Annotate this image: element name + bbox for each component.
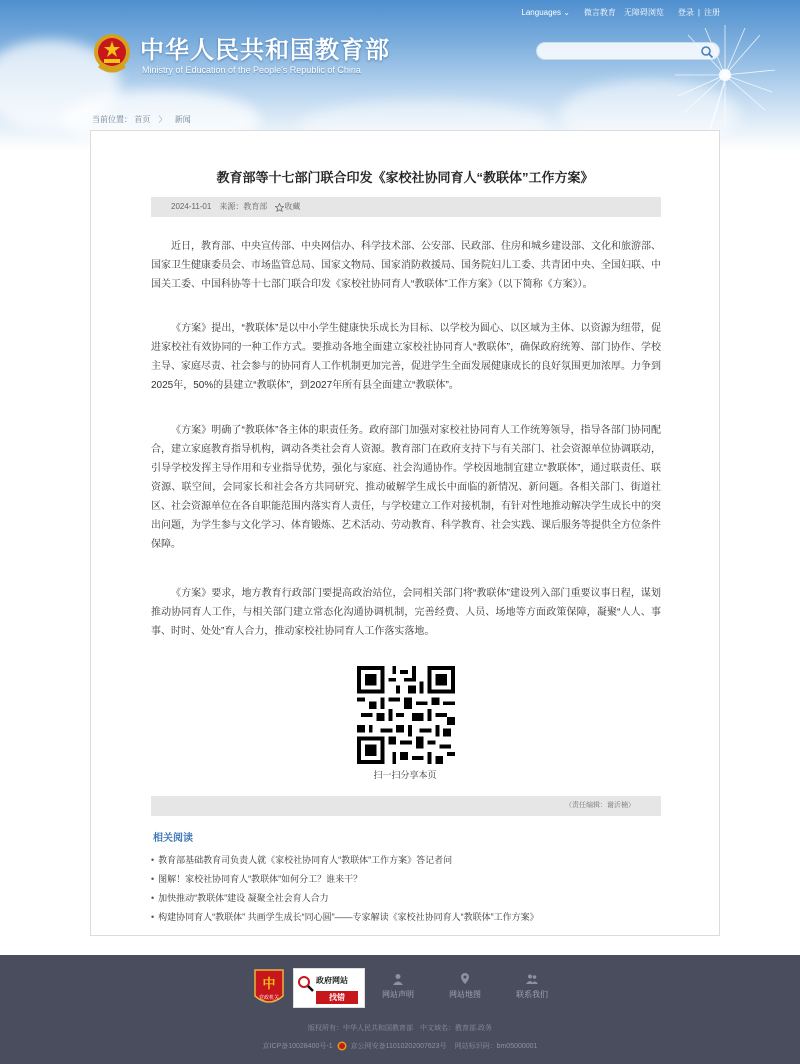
user-icon (392, 973, 404, 985)
party-government-badge-icon[interactable] (253, 968, 285, 1008)
login-link[interactable]: 登录 (677, 8, 694, 17)
dandelion-icon (670, 20, 780, 130)
contact-icon (526, 973, 538, 985)
favorite-button[interactable] (275, 197, 300, 217)
breadcrumb-current[interactable]: 新闻 (174, 115, 191, 124)
site-statement-label: 网站声明 (382, 990, 414, 999)
site-id-text: 网站标识码：bm05000001 (454, 1043, 538, 1050)
location-icon (459, 973, 471, 985)
site-map-label: 网站地图 (449, 990, 481, 999)
article-meta (151, 197, 661, 217)
related-item[interactable]: • 构建协同育人“教联体” 共画学生成长“同心圆”——专家解读《家校社协同育人“教联体”工作方案》 (151, 908, 539, 927)
site-subtitle: Ministry of Education of the People's Republic of China (142, 65, 361, 75)
gov-site-btn-label: 找错 (316, 991, 358, 1004)
police-badge-icon (337, 1041, 347, 1051)
search-icon[interactable] (700, 45, 714, 59)
related-item[interactable]: • 加快推动“教联体”建设 凝聚全社会育人合力 (151, 889, 539, 908)
site-title[interactable]: 中华人民共和国教育部 (140, 36, 390, 64)
breadcrumb-separator: 〉 (158, 115, 167, 124)
national-emblem-icon (93, 32, 131, 74)
breadcrumb-home[interactable]: 首页 (134, 115, 151, 124)
footer-registration (0, 1041, 800, 1051)
badge-text: 党政机关 (258, 995, 280, 1001)
article-paragraph: 《方案》明确了“教联体”各主体的职责任务。政府部门加强对家校社协同育人工作统筹领导，指导各部门协同配合，建立家庭教育指导机构，调动各类社会育人资源。教育部门在政府支持下与有关部门、社会资源单位协调联动，引导学校发挥主导作用和专业指导优势，强化与家庭、社会沟通协作。学校因地制宜建立“教联体”，通过联责任、联资源、联空间，会同家长和社会各方共同研究、推动破解学生成长中面临的新情况、新问题。各相关部门、街道社区、社会资源单位在各自职能范围内落实育人责任，与学校建立工作对接机制，有针对性地推动解决学生成长中的突出问题，为学生参与文化学习、体育锻炼、艺术活动、劳动教育、科学教育、社会实践、课后服务等提供全方位条件保障。 (151, 425, 661, 550)
languages-label: Languages (521, 8, 561, 17)
contact-link[interactable] (502, 973, 562, 1000)
gov-site-error-button[interactable] (293, 968, 365, 1008)
police-link[interactable]: 京公网安备11010202007623号 (350, 1043, 447, 1050)
weibo-link[interactable]: 微言教育 (583, 8, 616, 17)
article-paragraph: 近日，教育部、中央宣传部、中央网信办、科学技术部、公安部、民政部、住房和城乡建设部、文化和旅游部、国家卫生健康委员会、市场监管总局、国家文物局、国家消防救援局、国务院妇儿工委、共青团中央、全国妇联、中国关工委、中国科协等十七部门联合印发《家校社协同育人“教联体”工作方案》（以下简称《方案》）。 (151, 241, 661, 290)
register-link[interactable]: 注册 (704, 8, 720, 17)
top-nav (513, 7, 720, 18)
article-paragraph: 《方案》提出，“教联体”是以中小学生健康快乐成长为目标、以学校为圆心、以区域为主体、以资源为纽带，促进家校社有效协同的一种工作方式。要推动各地全面建立家校社协同育人“教联体”，确保政府统筹、部门协作、学校主导、家庭尽责、社会参与的协同育人工作机制更加完善，促进学生全面发展健康成长的良好氛围更加浓厚。力争到2025年，50%的县建立“教联体”，到2027年所有县全面建立“教联体”。 (151, 323, 661, 391)
article-paragraph: 《方案》要求，地方教育行政部门要提高政治站位，会同相关部门将“教联体”建设列入部门重要议事日程，谋划推动协同育人工作，与相关部门建立常态化沟通协调机制，完善经费、人员、场地等方面政策保障，凝聚“人人、事事、时时、处处”育人合力，推动家校社协同育人工作落实落地。 (151, 588, 661, 637)
accessible-link[interactable]: 无障碍浏览 (623, 8, 664, 17)
related-item[interactable]: • 图解！家校社协同育人“教联体”如何分工？谁来干？ (151, 870, 539, 889)
magnifier-icon (297, 975, 315, 993)
favorite-label: 收藏 (284, 202, 301, 211)
breadcrumb-prefix: 当前位置： (92, 115, 132, 124)
chevron-down-icon: ⌄ (563, 8, 570, 17)
article-date: 2024-11-01 (171, 202, 212, 211)
site-footer (0, 955, 800, 1064)
related-list (151, 851, 539, 927)
editor-bar: （责任编辑：谢沂楠） (151, 796, 661, 816)
breadcrumb (92, 114, 197, 125)
site-map-link[interactable] (435, 973, 495, 1000)
site-header (0, 0, 800, 150)
star-icon (275, 203, 284, 212)
search-input[interactable] (536, 42, 720, 60)
copyright-text: 版权所有：中华人民共和国教育部 中文域名：教育部.政务 (308, 1025, 492, 1032)
icp-link[interactable]: 京ICP备10028400号-1 (262, 1043, 333, 1050)
related-title: 相关阅读 (153, 833, 193, 844)
qr-label: 扫一扫分享本页 (373, 770, 437, 780)
qr-code-icon (357, 666, 455, 764)
languages-menu[interactable] (521, 8, 570, 17)
article-source: 来源：教育部 (219, 202, 268, 211)
nav-divider: | (697, 8, 700, 17)
article-container (90, 130, 720, 936)
article-title: 教育部等十七部门联合印发《家校社协同育人“教联体”工作方案》 (216, 170, 594, 185)
site-statement-link[interactable] (368, 973, 428, 1000)
svg-text:中: 中 (262, 977, 276, 992)
gov-site-label: 政府网站 (316, 976, 348, 985)
related-item[interactable]: • 教育部基础教育司负责人就《家校社协同育人“教联体”工作方案》答记者问 (151, 851, 539, 870)
contact-label: 联系我们 (516, 990, 548, 999)
